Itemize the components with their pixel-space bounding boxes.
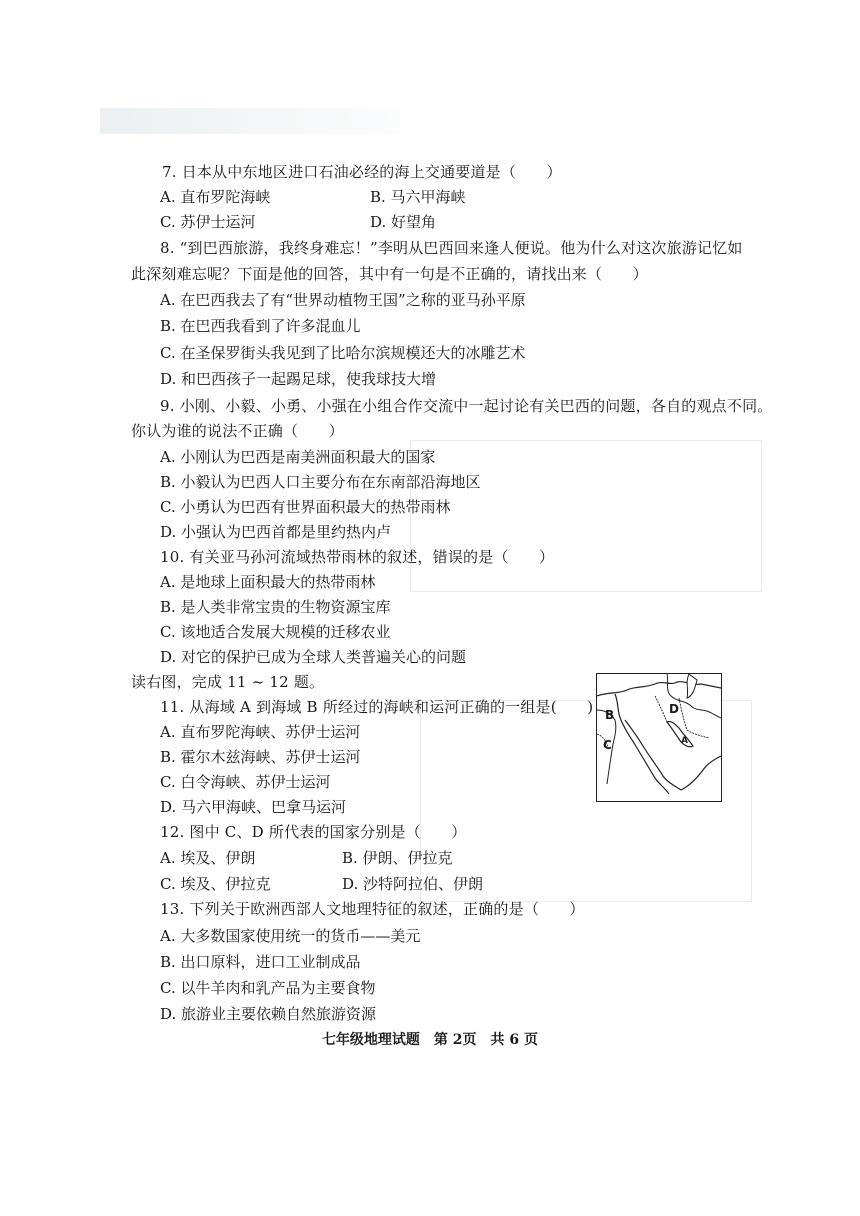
question-7-option-c: C. 苏伊士运河: [160, 213, 256, 231]
question-8-option-d: D. 和巴西孩子一起踢足球，使我球技大增: [160, 370, 437, 388]
map-label-a: A: [681, 736, 688, 746]
question-11-option-c: C. 白令海峡、苏伊士运河: [160, 773, 331, 791]
question-13-option-b: B. 出口原料，进口工业制成品: [160, 953, 361, 971]
question-7-option-a: A. 直布罗陀海峡: [160, 188, 271, 206]
question-13-option-c: C. 以牛羊肉和乳产品为主要食物: [160, 979, 376, 997]
question-12-stem: 12. 图中 C、D 所代表的国家分别是（ ）: [160, 823, 467, 841]
question-7-stem: 7. 日本从中东地区进口石油必经的海上交通要道是（ ）: [162, 163, 562, 181]
question-13-option-d: D. 旅游业主要依赖自然旅游资源: [160, 1005, 377, 1023]
question-9-option-d: D. 小强认为巴西首都是里约热内卢: [160, 523, 392, 541]
question-13-option-a: A. 大多数国家使用统一的货币——美元: [160, 927, 421, 945]
question-12-option-b: B. 伊朗、伊拉克: [342, 849, 453, 867]
question-10-stem: 10. 有关亚马孙河流域热带雨林的叙述，错误的是（ ）: [160, 548, 555, 566]
question-9-option-b: B. 小毅认为巴西人口主要分布在东南部沿海地区: [160, 473, 481, 491]
question-8-stem-line2: 此深刻难忘呢？下面是他的回答，其中有一句是不正确的，请找出来（ ）: [131, 265, 648, 283]
map-outline: [597, 674, 721, 801]
question-9-option-a: A. 小刚认为巴西是南美洲面积最大的国家: [160, 448, 436, 466]
question-13-stem: 13. 下列关于欧洲西部人文地理特征的叙述，正确的是（ ）: [160, 900, 585, 918]
question-8-stem-line1: 8. “到巴西旅游，我终身难忘！”李明从巴西回来逢人便说。他为什么对这次旅游记忆如: [160, 239, 743, 257]
question-10-option-d: D. 对它的保护已成为全球人类普遍关心的问题: [160, 648, 467, 666]
question-9-stem-line1: 9. 小刚、小毅、小勇、小强在小组合作交流中一起讨论有关巴西的问题，各自的观点不同。: [160, 397, 773, 415]
map-label-c: C: [603, 738, 612, 752]
question-7-option-d: D. 好望角: [370, 213, 437, 231]
question-7-option-b: B. 马六甲海峡: [370, 188, 466, 206]
map-label-d: D: [669, 702, 679, 716]
question-12-option-a: A. 埃及、伊朗: [160, 849, 256, 867]
page-footer: 七年级地理试题 第 2页 共 6 页: [321, 1032, 539, 1048]
middle-east-map: [596, 673, 722, 802]
question-10-option-c: C. 该地适合发展大规模的迁移农业: [160, 623, 391, 641]
question-8-option-b: B. 在巴西我看到了许多混血儿: [160, 317, 361, 335]
question-11-option-b: B. 霍尔木兹海峡、苏伊士运河: [160, 748, 361, 766]
question-11-stem: 11. 从海域 A 到海域 B 所经过的海峡和运河正确的一组是( ): [160, 698, 594, 716]
map-label-b: B: [605, 708, 615, 722]
question-11-option-d: D. 马六甲海峡、巴拿马运河: [160, 798, 347, 816]
question-11-option-a: A. 直布罗陀海峡、苏伊士运河: [160, 723, 361, 741]
question-12-option-c: C. 埃及、伊拉克: [160, 875, 271, 893]
read-map-instruction: 读右图，完成 11 ~ 12 题。: [131, 673, 325, 691]
question-9-option-c: C. 小勇认为巴西有世界面积最大的热带雨林: [160, 498, 451, 516]
question-12-option-d: D. 沙特阿拉伯、伊朗: [342, 875, 484, 893]
question-10-option-b: B. 是人类非常宝贵的生物资源宝库: [160, 598, 391, 616]
question-8-option-c: C. 在圣保罗街头我见到了比哈尔滨规模还大的冰雕艺术: [160, 344, 526, 362]
question-8-option-a: A. 在巴西我去了有“世界动植物王国”之称的亚马孙平原: [160, 291, 526, 309]
question-9-stem-line2: 你认为谁的说法不正确（ ）: [131, 422, 344, 440]
question-10-option-a: A. 是地球上面积最大的热带雨林: [160, 573, 376, 591]
